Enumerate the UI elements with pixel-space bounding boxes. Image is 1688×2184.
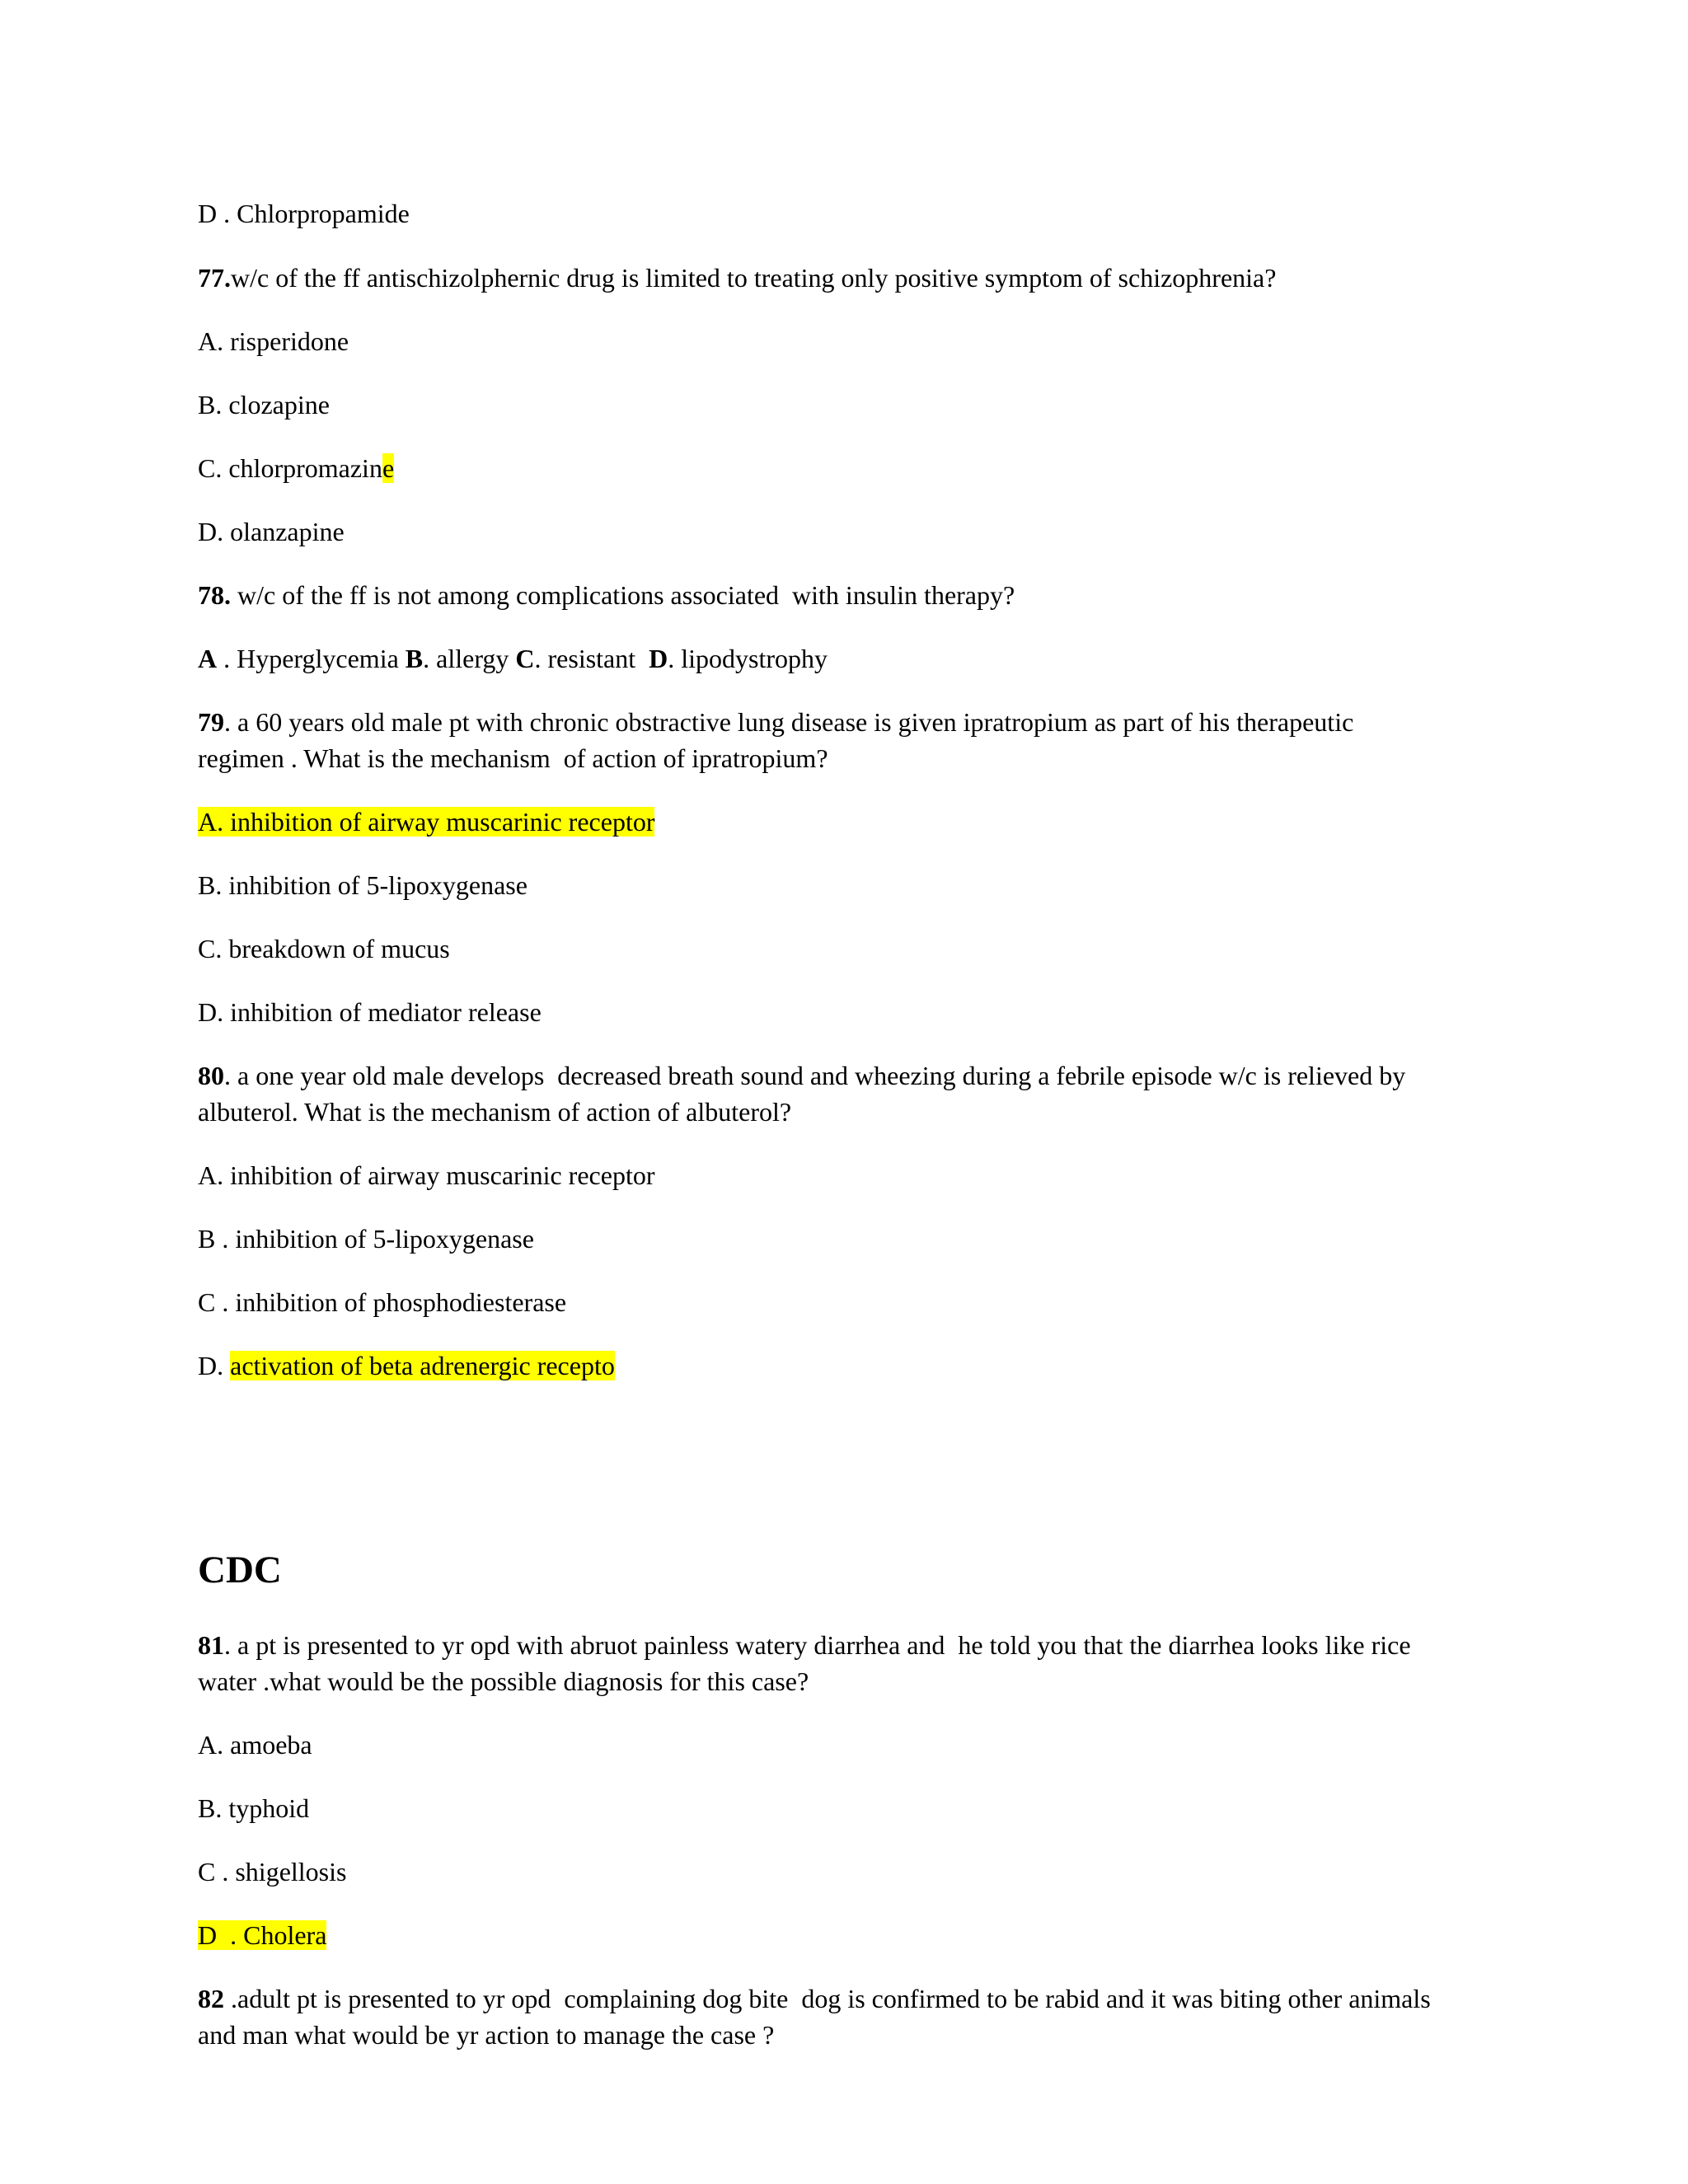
q78-number: 78. bbox=[198, 580, 231, 610]
q77-option-c-text: C. chlorpromazin bbox=[198, 453, 382, 483]
q81-text-1: . a pt is presented to yr opd with abruot painless watery diarrhea and he told you that the diarrhea looks like rice bbox=[224, 1630, 1411, 1660]
q81-number: 81 bbox=[198, 1630, 224, 1660]
q81-option-d bbox=[198, 1917, 326, 1953]
q78-text: w/c of the ff is not among complications associated with insulin therapy? bbox=[231, 580, 1015, 610]
q80-question-line1 bbox=[198, 1057, 1405, 1094]
q78-d-text: . lipodystrophy bbox=[668, 644, 828, 673]
q81-option-c: C . shigellosis bbox=[198, 1857, 347, 1886]
q78-c-label: C bbox=[515, 644, 535, 673]
q81-question-line1 bbox=[198, 1627, 1411, 1663]
q80-question-line2: albuterol. What is the mechanism of action of albuterol? bbox=[198, 1097, 792, 1127]
q79-text-1: . a 60 years old male pt with chronic obstractive lung disease is given ipratropium as part of his therapeutic bbox=[224, 707, 1354, 737]
q77-number: 77. bbox=[198, 263, 231, 293]
q76-option-d: D . Chlorpropamide bbox=[198, 199, 410, 228]
q81-option-b: B. typhoid bbox=[198, 1793, 310, 1823]
q80-option-a: A. inhibition of airway muscarinic receptor bbox=[198, 1160, 655, 1190]
q80-text-1: . a one year old male develops decreased breath sound and wheezing during a febrile episode w/c is relieved by bbox=[224, 1061, 1406, 1090]
q80-option-b: B . inhibition of 5-lipoxygenase bbox=[198, 1224, 534, 1254]
q79-question-line1 bbox=[198, 704, 1353, 740]
q78-a-text: . Hyperglycemia bbox=[217, 644, 406, 673]
q80-option-d-highlight: activation of beta adrenergic recepto bbox=[230, 1351, 615, 1380]
q81-question-line2: water .what would be the possible diagnosis for this case? bbox=[198, 1666, 809, 1696]
q82-text-1: .adult pt is presented to yr opd complaining dog bite dog is confirmed to be rabid and it was biting other animals bbox=[224, 1984, 1431, 2013]
q79-option-c: C. breakdown of mucus bbox=[198, 934, 450, 963]
q77-option-c bbox=[198, 450, 394, 486]
q77-option-a: A. risperidone bbox=[198, 326, 349, 356]
q79-number: 79 bbox=[198, 707, 224, 737]
q78-c-text: . resistant bbox=[534, 644, 649, 673]
q81-option-d-highlight: D . Cholera bbox=[198, 1920, 327, 1950]
q78-b-label: B bbox=[405, 644, 424, 673]
q82-question-line2: and man what would be yr action to manage the case ? bbox=[198, 2020, 775, 2050]
q77-option-d: D. olanzapine bbox=[198, 517, 345, 546]
q81-option-a: A. amoeba bbox=[198, 1730, 312, 1760]
q79-option-a-highlight: A. inhibition of airway muscarinic receptor bbox=[198, 807, 655, 837]
q77-text: w/c of the ff antischizolphernic drug is limited to treating only positive symptom of schizophrenia? bbox=[231, 263, 1277, 293]
q82-question-line1 bbox=[198, 1980, 1431, 2017]
q79-option-b: B. inhibition of 5-lipoxygenase bbox=[198, 870, 528, 900]
q79-option-d: D. inhibition of mediator release bbox=[198, 997, 542, 1027]
q78-d-label: D bbox=[649, 644, 668, 673]
q80-number: 80 bbox=[198, 1061, 224, 1090]
q79-option-a bbox=[198, 804, 654, 840]
q77-question bbox=[198, 260, 1276, 296]
q79-question-line2: regimen . What is the mechanism of action of ipratropium? bbox=[198, 743, 828, 773]
q78-options bbox=[198, 640, 828, 677]
q78-b-text: . allergy bbox=[423, 644, 516, 673]
q78-a-label: A bbox=[198, 644, 218, 673]
q77-option-c-highlight: e bbox=[382, 453, 395, 483]
q80-option-c: C . inhibition of phosphodiesterase bbox=[198, 1287, 567, 1317]
section-heading-cdc: CDC bbox=[198, 1549, 282, 1591]
q77-option-b: B. clozapine bbox=[198, 390, 330, 419]
q80-option-d bbox=[198, 1347, 615, 1384]
q82-number: 82 bbox=[198, 1984, 224, 2013]
q80-option-d-label: D. bbox=[198, 1351, 231, 1380]
q78-question bbox=[198, 577, 1015, 613]
